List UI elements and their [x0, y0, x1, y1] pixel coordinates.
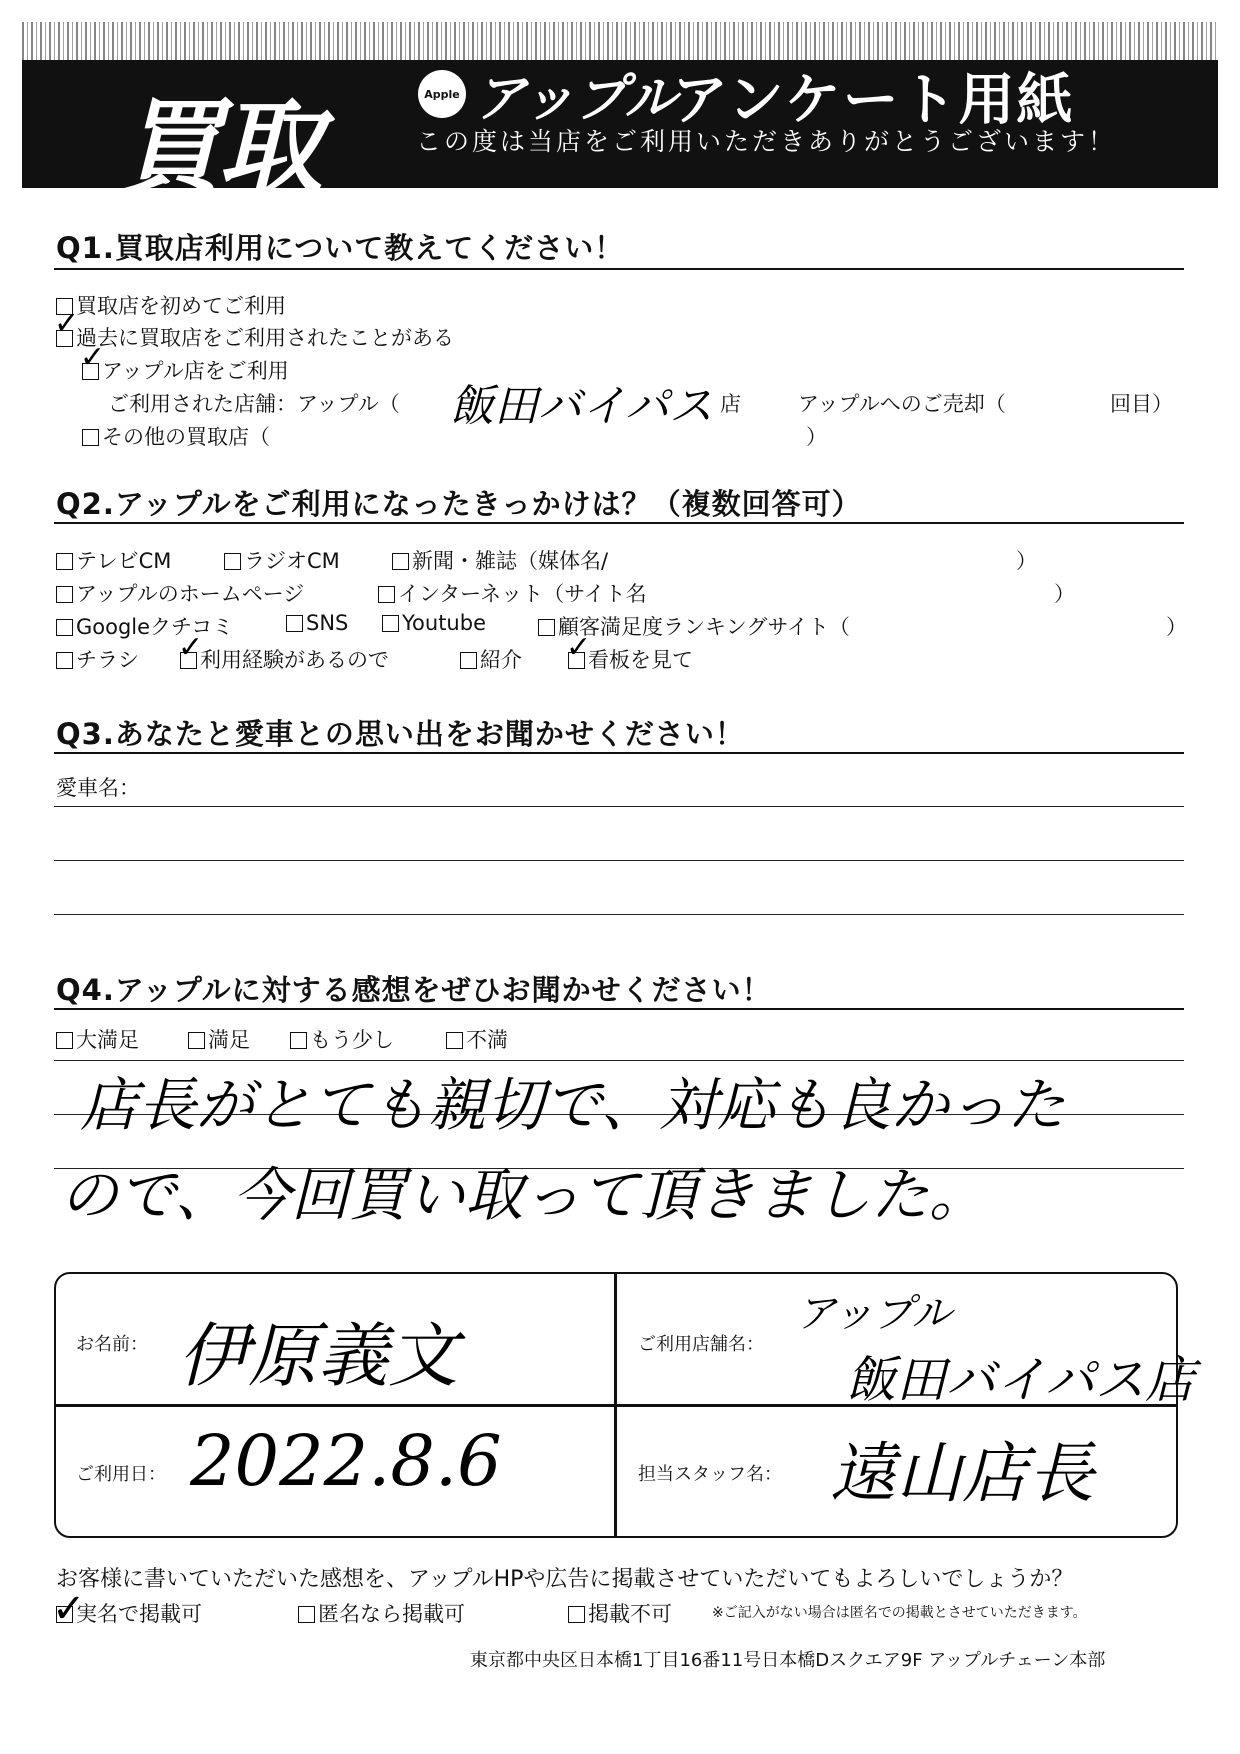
checkbox[interactable] [56, 553, 73, 570]
checkbox[interactable] [82, 429, 99, 446]
q1-sold-label: アップルへのご売却（ [798, 392, 1006, 416]
apple-logo-icon: Apple [418, 70, 466, 118]
checkbox[interactable] [56, 652, 73, 669]
q3-rule [54, 752, 1184, 754]
brand-name: アップル [474, 69, 677, 129]
consent-anonymous[interactable]: 匿名なら掲載可 [298, 1598, 465, 1628]
q2-option-radio[interactable]: ラジオCM [224, 545, 340, 575]
staff-label: 担当スタッフ名： [638, 1464, 782, 1485]
header-subtitle: この度は当店をご利用いただきありがとうございます！ [416, 127, 1117, 156]
q1-option-apple[interactable]: アップル店をご利用 [82, 355, 289, 385]
q4-rating-very-satisfied[interactable]: 大満足 [56, 1024, 139, 1054]
kaitori-logo: 買取 [118, 87, 319, 209]
q2-close-3: ） [1166, 615, 1187, 639]
q1-store-handwritten: 飯田バイパス [450, 381, 714, 432]
checkmark-icon: ✓ [80, 340, 106, 375]
q3-title: Q3.あなたと愛車との思い出をお聞かせください！ [56, 717, 745, 751]
q4-title: Q4.アップルに対する感想をぜひお聞かせください！ [56, 973, 772, 1007]
q4-comment-line2: ので、今回買い取って頂きました。 [60, 1161, 987, 1229]
checkmark-icon: ✓ [52, 1586, 86, 1632]
q1-other-close: ） [806, 425, 827, 449]
q2-option-sns[interactable]: SNS [286, 611, 348, 635]
q2-option-referral[interactable]: 紹介 [460, 644, 522, 674]
checkbox[interactable] [538, 619, 555, 636]
checkbox[interactable] [378, 586, 395, 603]
consent-real-name[interactable]: 実名で掲載可 [56, 1598, 202, 1628]
q1-rule [54, 268, 1184, 270]
q1-store-label: ご利用された店舗：アップル（ [108, 392, 400, 416]
consent-note: ※ご記入がない場合は匿名での掲載とさせていただきます。 [712, 1605, 1087, 1621]
q1-option-past[interactable]: 過去に買取店をご利用されたことがある [56, 322, 454, 352]
q4-comment-line1: 店長がとても親切で、対応も良かった [80, 1071, 1065, 1139]
staff-value[interactable]: 遠山店長 [830, 1435, 1094, 1512]
name-label: お名前： [76, 1334, 148, 1355]
q4-rating-could-be-better[interactable]: もう少し [290, 1024, 394, 1054]
q3-line [54, 914, 1184, 915]
q2-option-experience[interactable]: 利用経験があるので [180, 644, 389, 674]
footer-address: 東京都中央区日本橋1丁目16番11号日本橋Dスクエア9F アップルチェーン本部 [470, 1650, 1106, 1671]
q2-title: Q2.アップルをご利用になったきっかけは？（複数回答可） [56, 487, 862, 521]
checkbox[interactable] [446, 1032, 463, 1049]
checkbox[interactable] [224, 553, 241, 570]
checkmark-icon: ✓ [54, 306, 80, 341]
store-label: ご利用店舗名： [638, 1334, 764, 1355]
q2-option-internet[interactable]: インターネット（サイト名 [378, 578, 647, 608]
date-label: ご利用日： [76, 1464, 166, 1485]
q2-option-flyer[interactable]: チラシ [56, 644, 139, 674]
q4-rating-satisfied[interactable]: 満足 [188, 1024, 250, 1054]
checkbox[interactable] [382, 615, 399, 632]
q1-option-first[interactable]: 買取店を初めてご利用 [56, 290, 286, 320]
checkbox[interactable] [568, 1606, 585, 1623]
q2-option-youtube[interactable]: Youtube [382, 611, 486, 635]
consent-no[interactable]: 掲載不可 [568, 1598, 672, 1628]
q1-store-suffix: 店 [720, 392, 741, 416]
checkbox[interactable] [188, 1032, 205, 1049]
form-title: アンケート用紙 [672, 68, 1075, 133]
q2-option-homepage[interactable]: アップルのホームページ [56, 578, 304, 608]
q3-line [54, 860, 1184, 861]
consent-question: お客様に書いていただいた感想を、アップルHPや広告に掲載させていただいてもよろしいでしょうか？ [56, 1567, 1074, 1592]
q2-option-signboard[interactable]: 看板を見て [568, 644, 693, 674]
q2-option-google[interactable]: Googleクチコミ [56, 611, 233, 641]
header-noise-strip [22, 22, 1218, 60]
q2-option-ranking[interactable]: 顧客満足度ランキングサイト（ [538, 611, 850, 641]
q1-sold-suffix: 回目） [1110, 392, 1173, 416]
checkbox[interactable] [56, 1032, 73, 1049]
store-value-line2[interactable]: 飯田バイパス店 [846, 1351, 1195, 1409]
q4-rule [54, 1008, 1184, 1010]
checkbox[interactable] [392, 553, 409, 570]
checkbox[interactable] [290, 1032, 307, 1049]
q2-option-tv[interactable]: テレビCM [56, 545, 171, 575]
checkbox[interactable] [56, 586, 73, 603]
date-value[interactable]: 2022.8.6 [190, 1420, 502, 1502]
checkbox[interactable] [298, 1606, 315, 1623]
name-value[interactable]: 伊原義文 [178, 1315, 458, 1397]
q1-title: Q1.買取店利用について教えてください！ [56, 231, 625, 265]
q2-rule [54, 522, 1184, 524]
q1-option-other[interactable]: その他の買取店（ [82, 421, 270, 451]
checkbox[interactable] [286, 615, 303, 632]
q3-car-label: 愛車名： [56, 776, 140, 800]
q2-close-1: ） [1016, 549, 1037, 573]
q2-option-newspaper[interactable]: 新聞・雑誌（媒体名/ [392, 545, 608, 575]
checkbox[interactable] [460, 652, 477, 669]
store-value-line1[interactable]: アップル [796, 1291, 952, 1337]
checkmark-icon: ✓ [566, 630, 592, 665]
checkmark-icon: ✓ [178, 630, 204, 665]
q3-line [54, 806, 1184, 807]
q4-rating-dissatisfied[interactable]: 不満 [446, 1024, 508, 1054]
q2-close-2: ） [1054, 582, 1075, 606]
checkbox[interactable] [56, 619, 73, 636]
